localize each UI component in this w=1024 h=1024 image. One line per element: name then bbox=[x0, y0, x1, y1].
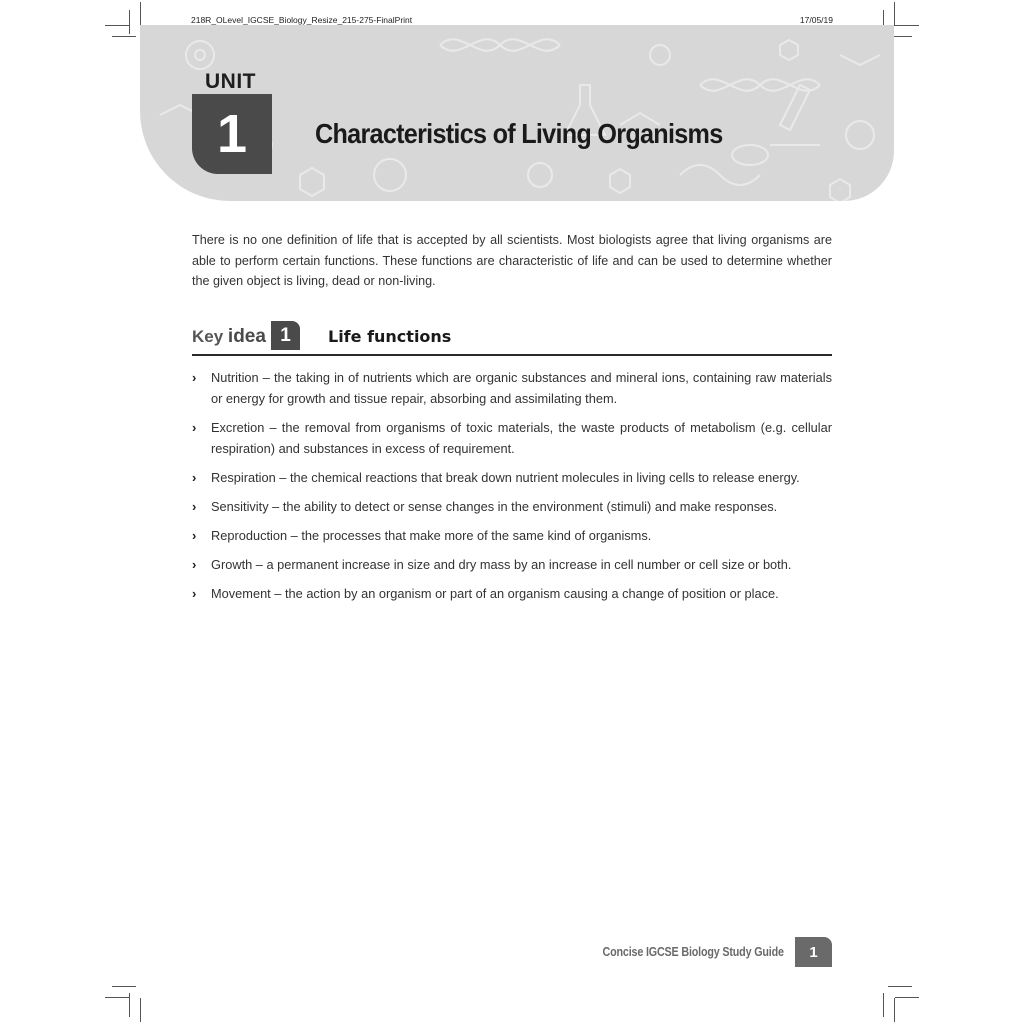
list-item-text: Nutrition – the taking in of nutrients which are organic substances and mineral ions, containing raw materials or energy for growth and tissue repair, absorbing and assimilating them. bbox=[211, 370, 832, 406]
key-word: Key bbox=[192, 327, 224, 346]
key-idea-heading bbox=[192, 318, 832, 356]
crop-mark bbox=[895, 997, 919, 998]
chevron-right-icon: › bbox=[192, 470, 197, 485]
crop-mark bbox=[129, 993, 130, 1017]
unit-number: 1 bbox=[216, 104, 248, 164]
crop-mark bbox=[895, 25, 919, 26]
key-idea-label bbox=[192, 326, 266, 348]
crop-mark bbox=[888, 986, 912, 987]
crop-mark bbox=[129, 10, 130, 34]
print-date-slug: 17/05/19 bbox=[799, 15, 833, 25]
list-item-text: Movement – the action by an organism or part of an organism causing a change of position or place. bbox=[211, 586, 779, 601]
chevron-right-icon: › bbox=[192, 499, 197, 514]
crop-mark bbox=[140, 2, 141, 26]
list-item-text: Sensitivity – the ability to detect or sense changes in the environment (stimuli) and make responses. bbox=[211, 499, 778, 514]
chevron-right-icon: › bbox=[192, 420, 197, 435]
chevron-right-icon: › bbox=[192, 586, 197, 601]
idea-word: idea bbox=[227, 326, 266, 347]
chevron-right-icon: › bbox=[192, 528, 197, 543]
list-item bbox=[192, 583, 832, 604]
list-item bbox=[192, 525, 832, 546]
list-item bbox=[192, 554, 832, 575]
page-title: Characteristics of Living Organisms bbox=[315, 118, 723, 149]
list-item bbox=[192, 417, 832, 459]
unit-number-badge bbox=[192, 94, 272, 174]
chevron-right-icon: › bbox=[192, 370, 197, 385]
print-file-slug: 218R_OLevel_IGCSE_Biology_Resize_215-275-FinalPrint bbox=[191, 15, 413, 25]
list-item bbox=[192, 367, 832, 409]
crop-mark bbox=[105, 25, 129, 26]
crop-mark bbox=[883, 993, 884, 1017]
list-item-text: Respiration – the chemical reactions that break down nutrient molecules in living cells to release energy. bbox=[211, 470, 800, 485]
crop-mark bbox=[112, 36, 136, 37]
key-idea-number-badge: 1 bbox=[271, 321, 300, 350]
key-idea-title: Life functions bbox=[328, 327, 452, 346]
unit-label: UNIT bbox=[205, 70, 256, 93]
chevron-right-icon: › bbox=[192, 557, 197, 572]
list-item-text: Excretion – the removal from organisms of toxic materials, the waste products of metabolism (e.g. cellular respiration) and substances in excess of requirement. bbox=[211, 420, 832, 456]
list-item bbox=[192, 467, 832, 488]
crop-mark bbox=[112, 986, 136, 987]
crop-mark bbox=[105, 997, 129, 998]
list-item bbox=[192, 496, 832, 517]
footer-book-title: Concise IGCSE Biology Study Guide bbox=[602, 945, 784, 959]
page-number-badge: 1 bbox=[795, 937, 832, 967]
life-functions-list bbox=[192, 367, 832, 612]
intro-paragraph: There is no one definition of life that is accepted by all scientists. Most biologists agree that living organisms are able to perform certain functions. These functions are characteristic of life and can be used to determine whether the given object is living, dead or non-living. bbox=[192, 233, 832, 288]
crop-mark bbox=[894, 2, 895, 26]
crop-mark bbox=[894, 998, 895, 1022]
crop-mark bbox=[140, 998, 141, 1022]
list-item-text: Growth – a permanent increase in size and dry mass by an increase in cell number or cell size or both. bbox=[211, 557, 792, 572]
list-item-text: Reproduction – the processes that make more of the same kind of organisms. bbox=[211, 528, 652, 543]
